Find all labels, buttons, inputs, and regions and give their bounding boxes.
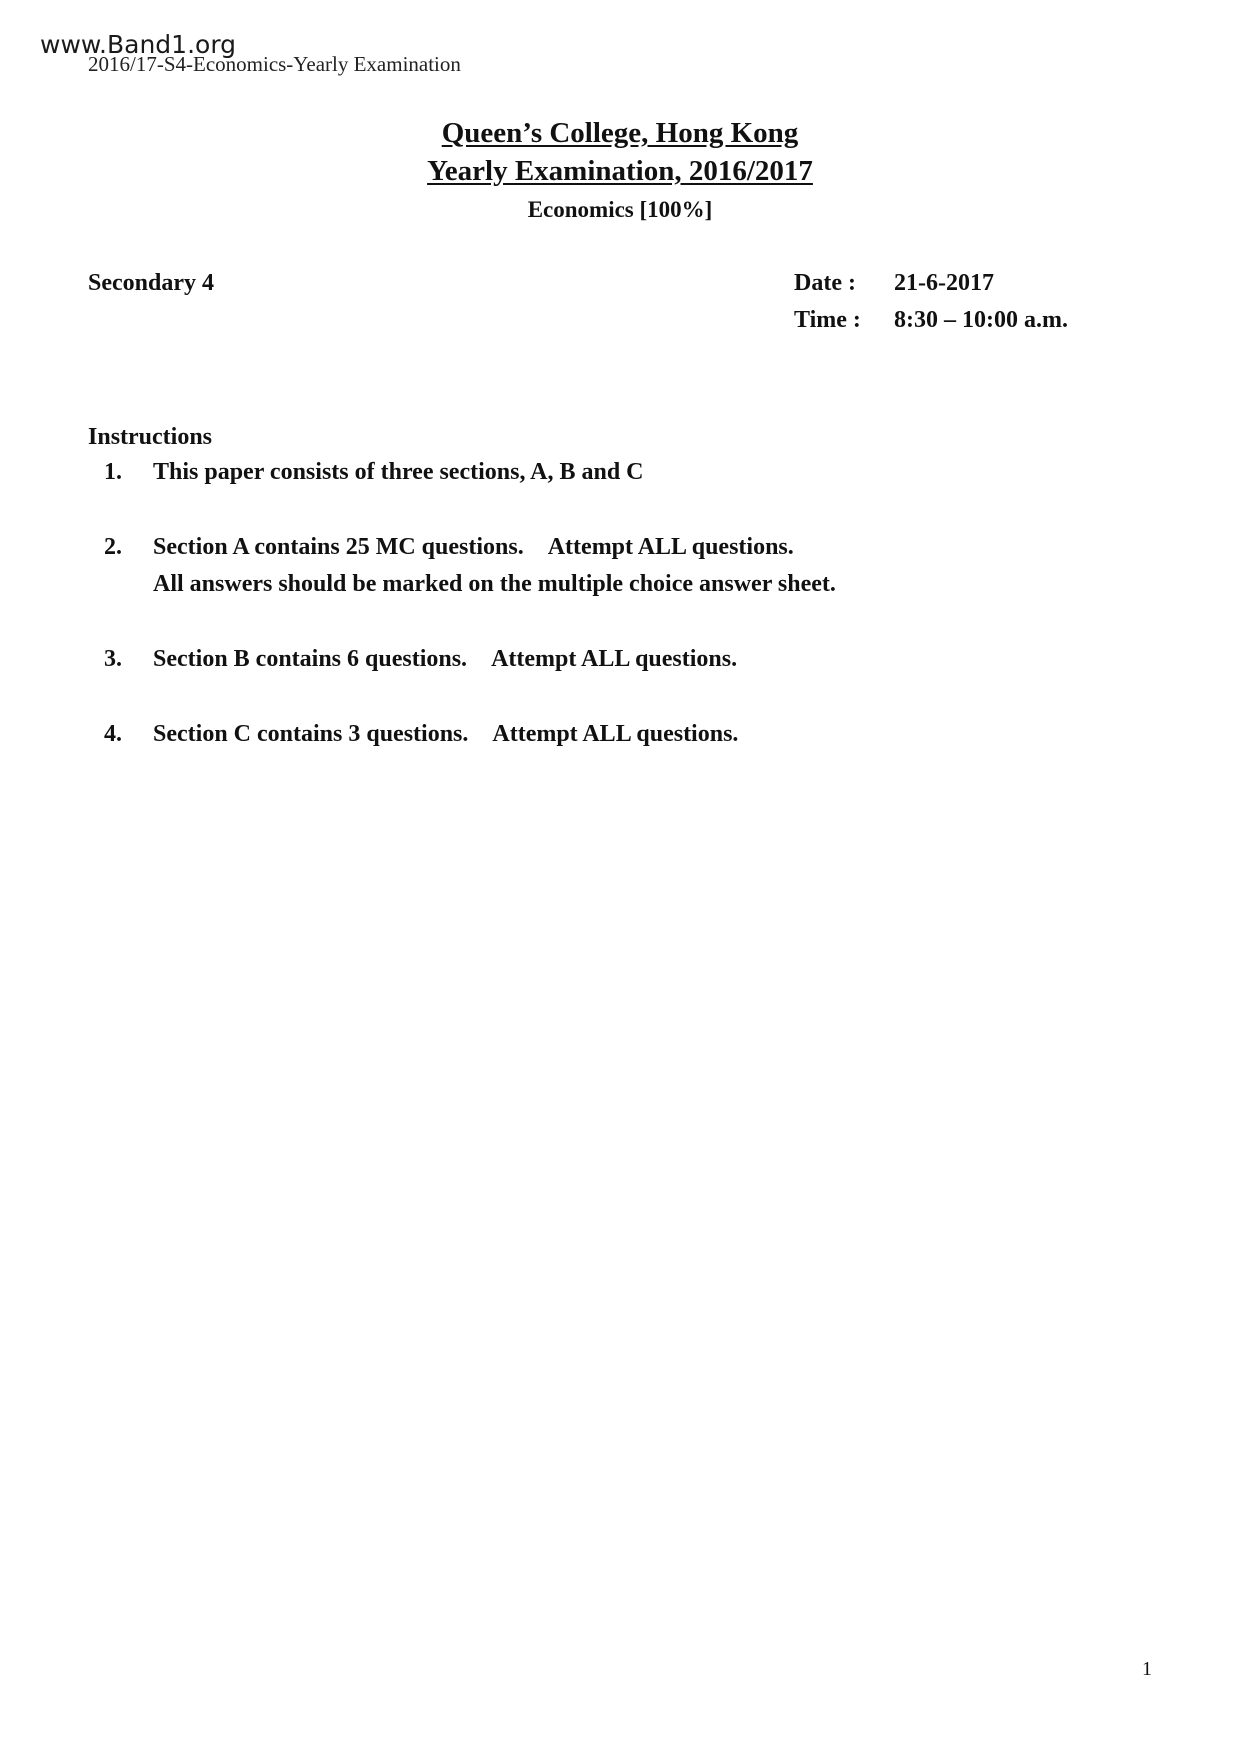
title-block	[0, 114, 1240, 230]
instruction-number: 2.	[104, 534, 122, 560]
running-header: 2016/17-S4-Economics-Yearly Examination	[88, 52, 461, 76]
instruction-line-part: Section A contains 25 MC questions.	[153, 534, 524, 560]
watermark-text: www.Band1.org	[40, 30, 237, 59]
date-label: Date :	[794, 270, 856, 296]
time-label: Time :	[794, 307, 861, 333]
instruction-number: 4.	[104, 721, 122, 747]
instruction-text	[153, 454, 1088, 491]
instruction-item	[88, 641, 1088, 678]
school-title: Queen’s College, Hong Kong	[441, 117, 799, 149]
subject-title: Economics [100%]	[527, 197, 713, 222]
instruction-line: All answers should be marked on the multiple choice answer sheet.	[153, 571, 836, 597]
instruction-item	[88, 529, 1088, 603]
instruction-item	[88, 716, 1088, 753]
instruction-text	[153, 641, 1088, 678]
date-value: 21-6-2017	[894, 270, 994, 296]
date-row	[794, 270, 1068, 307]
instruction-line	[153, 529, 1088, 566]
instruction-line-part: Attempt ALL questions.	[492, 721, 739, 747]
instruction-line: This paper consists of three sections, A, B and C	[153, 459, 644, 485]
exam-title: Yearly Examination, 2016/2017	[427, 155, 813, 187]
instruction-item	[88, 454, 1088, 491]
instruction-number: 3.	[104, 646, 122, 672]
instruction-line	[153, 641, 1088, 678]
page-number: 1	[1142, 1658, 1152, 1680]
time-value: 8:30 – 10:00 a.m.	[894, 307, 1068, 333]
instruction-text	[153, 529, 1088, 603]
instruction-line-part: Attempt ALL questions.	[547, 534, 794, 560]
instruction-line-part: Section B contains 6 questions.	[153, 646, 468, 672]
date-time-block	[794, 270, 1068, 344]
instruction-text	[153, 716, 1088, 753]
instruction-line-part: Attempt ALL questions.	[491, 646, 738, 672]
time-row	[794, 307, 1068, 344]
instruction-number: 1.	[104, 459, 122, 485]
instructions-section	[88, 420, 1088, 753]
instruction-line-part: Section C contains 3 questions.	[153, 721, 469, 747]
level-label: Secondary 4	[88, 270, 214, 296]
instructions-heading: Instructions	[88, 424, 213, 450]
instruction-line	[153, 716, 1088, 753]
